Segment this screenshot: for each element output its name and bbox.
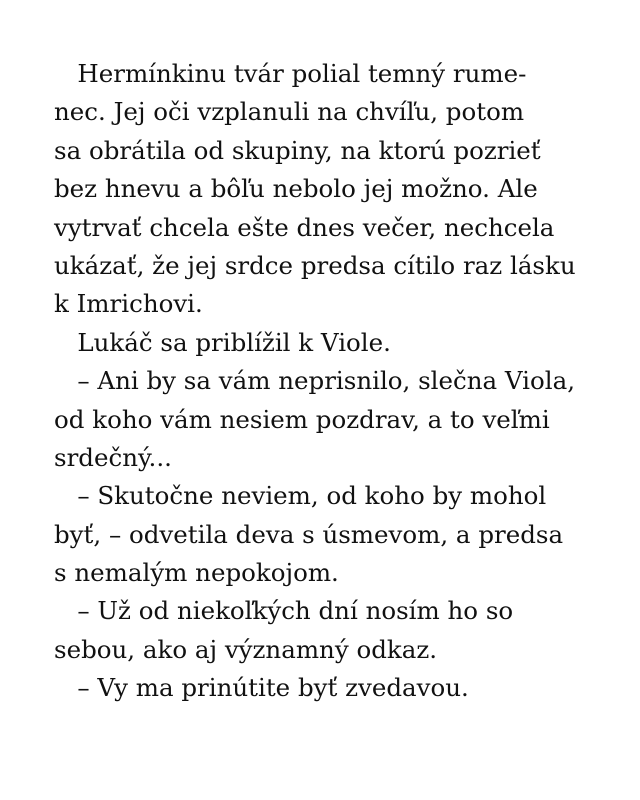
text-line: nec. Jej oči vzplanuli na chvíľu, potom (54, 97, 525, 127)
text-line: vytrvať chcela ešte dnes večer, nechcela (54, 212, 555, 242)
text-line: sebou, ako aj významný odkaz. (54, 634, 438, 664)
text-line: srdečný... (54, 442, 172, 472)
text-line: sa obrátila od skupiny, na ktorú pozrieť (54, 135, 541, 165)
text-line: od koho vám nesiem pozdrav, a to veľmi (54, 404, 550, 434)
text-line: k Imrichovi. (54, 289, 203, 319)
text-line: Lukáč sa priblížil k Viole. (54, 327, 391, 357)
text-line: bez hnevu a bôľu nebolo jej možno. Ale (54, 174, 538, 204)
text-line: byť, – odvetila deva s úsmevom, a predsa (54, 519, 564, 549)
text-line: Hermínkinu tvár polial temný rume- (54, 59, 527, 88)
text-line: ukázať, že jej srdce predsa cítilo raz lásku (54, 250, 576, 280)
text-line: s nemalým nepokojom. (54, 558, 339, 588)
text-line: – Už od niekoľkých dní nosím ho so (54, 596, 514, 626)
body-text (54, 55, 614, 708)
text-line: – Vy ma prinútite byť zvedavou. (54, 673, 469, 703)
text-line: – Skutočne neviem, od koho by mohol (54, 481, 547, 511)
text-line: – Ani by sa vám neprisnilo, slečna Viola, (54, 366, 575, 396)
